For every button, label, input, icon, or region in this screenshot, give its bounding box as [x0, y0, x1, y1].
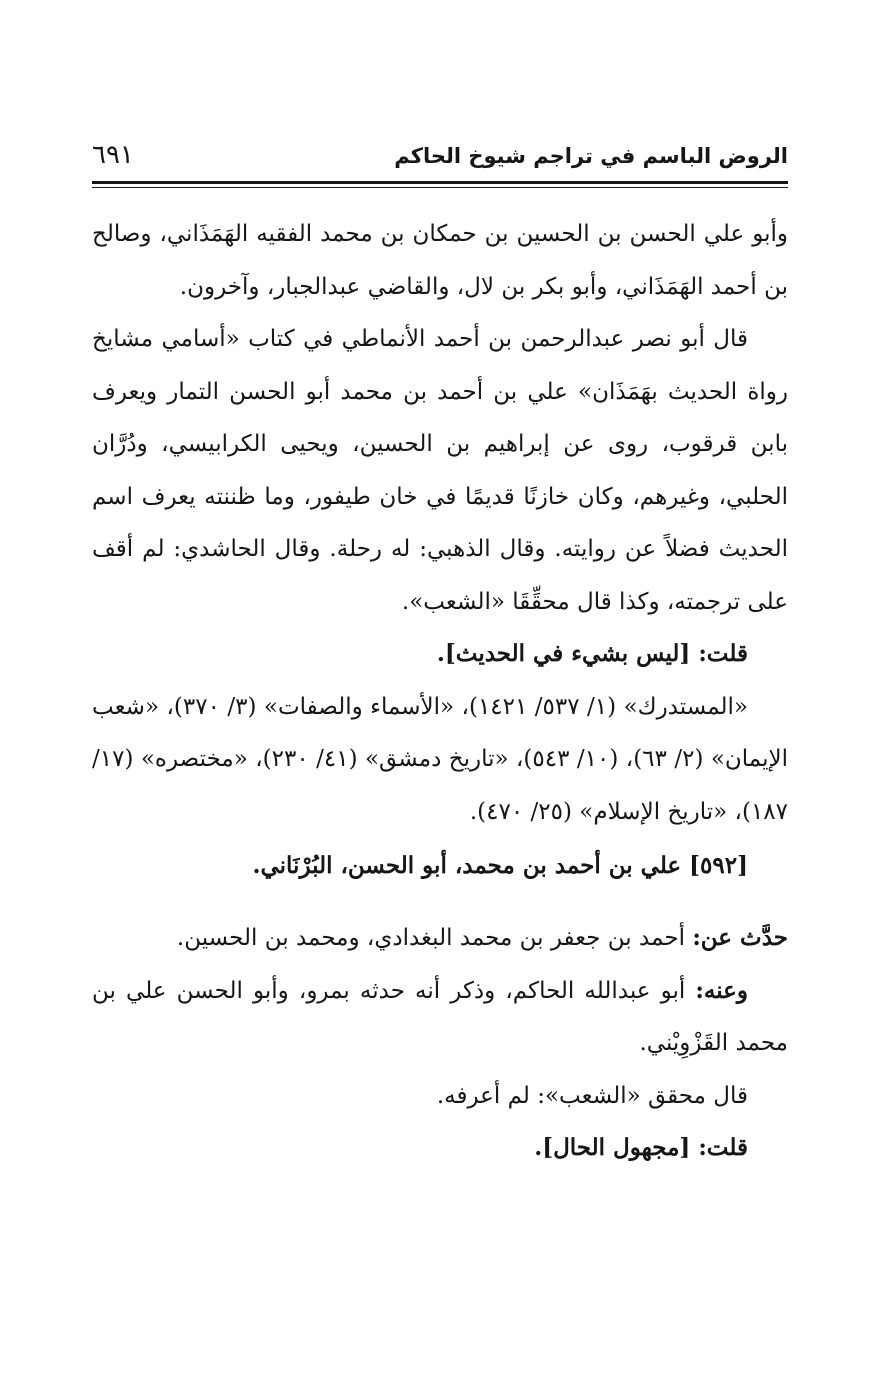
- main-text: [92, 208, 788, 1175]
- haddath-text: أحمد بن جعفر بن محمد البغدادي، ومحمد بن الحسين.: [176, 925, 693, 951]
- verdict-label-592: قلت:: [698, 1134, 748, 1161]
- paragraph-wa-anhu: [92, 965, 788, 1070]
- haddath-label: حدَّث عن:: [692, 924, 788, 951]
- verdict-text-592: [مجهول الحال].: [534, 1134, 699, 1161]
- page-header: [92, 138, 788, 182]
- wa-anhu-label: وعنه:: [695, 976, 748, 1004]
- paragraph-muhaqqiq: قال محقق «الشعب»: لم أعرفه.: [436, 1082, 748, 1109]
- references-paragraph: «المستدرك» (١/ ٥٣٧/ ١٤٢١)، «الأسماء والصفات» (٣/ ٣٧٠)، «شعب الإيمان» (٢/ ٦٣)، (١٠/ ٥٤٣)، «تاريخ دمشق» (٤١/ ٢٣٠)، «مختصره» (١٧/ ١٨٧)، «تاريخ الإسلام» (٢٥/ ٤٧٠).: [92, 693, 789, 825]
- header-rule-thick: [92, 181, 788, 184]
- verdict-line-592: [92, 1122, 788, 1175]
- entry-heading-592: [٥٩٢] علي بن أحمد بن محمد، أبو الحسن، البُرْنَاني.: [252, 852, 748, 879]
- page-number: ٦٩١: [92, 140, 134, 170]
- verdict-text: [ليس بشيء في الحديث].: [436, 640, 699, 667]
- running-title: الروض الباسم في تراجم شيوخ الحاكم: [394, 144, 788, 168]
- paragraph-anmati-quote: قال أبو نصر عبدالرحمن بن أحمد الأنماطي في كتاب «أسامي مشايخ رواة الحديث بهَمَذَان» علي بن أحمد بن محمد أبو الحسن التمار ويعرف بابن قرقوب، روى عن إبراهيم بن الحسين، ويحيى الكرابيسي، ودُرَّان الحلبي، وغيرهم، وكان خازنًا قديمًا في خان طيفور، وما ظننته يعرف اسم الحديث فضلاً عن روايته. وقال الذهبي: له رحلة. وقال الحاشدي: لم أقف على ترجمته، وكذا قال محقِّقَا «الشعب».: [92, 326, 788, 615]
- verdict-label: قلت:: [698, 640, 748, 667]
- wa-anhu-text: أبو عبدالله الحاكم، وذكر أنه حدثه بمرو، وأبو الحسن علي بن محمد القَزْوِيْني.: [92, 977, 788, 1056]
- header-rule-thin: [92, 187, 788, 188]
- verdict-line: [92, 628, 788, 681]
- paragraph-narrators-continued: وأبو علي الحسن بن الحسين بن حمكان بن محمد الفقيه الهَمَذَاني، وصالح بن أحمد الهَمَذَاني، وأبو بكر بن لال، والقاضي عبدالجبار، وآخرون.: [92, 221, 788, 300]
- paragraph-haddath-an: [92, 912, 788, 965]
